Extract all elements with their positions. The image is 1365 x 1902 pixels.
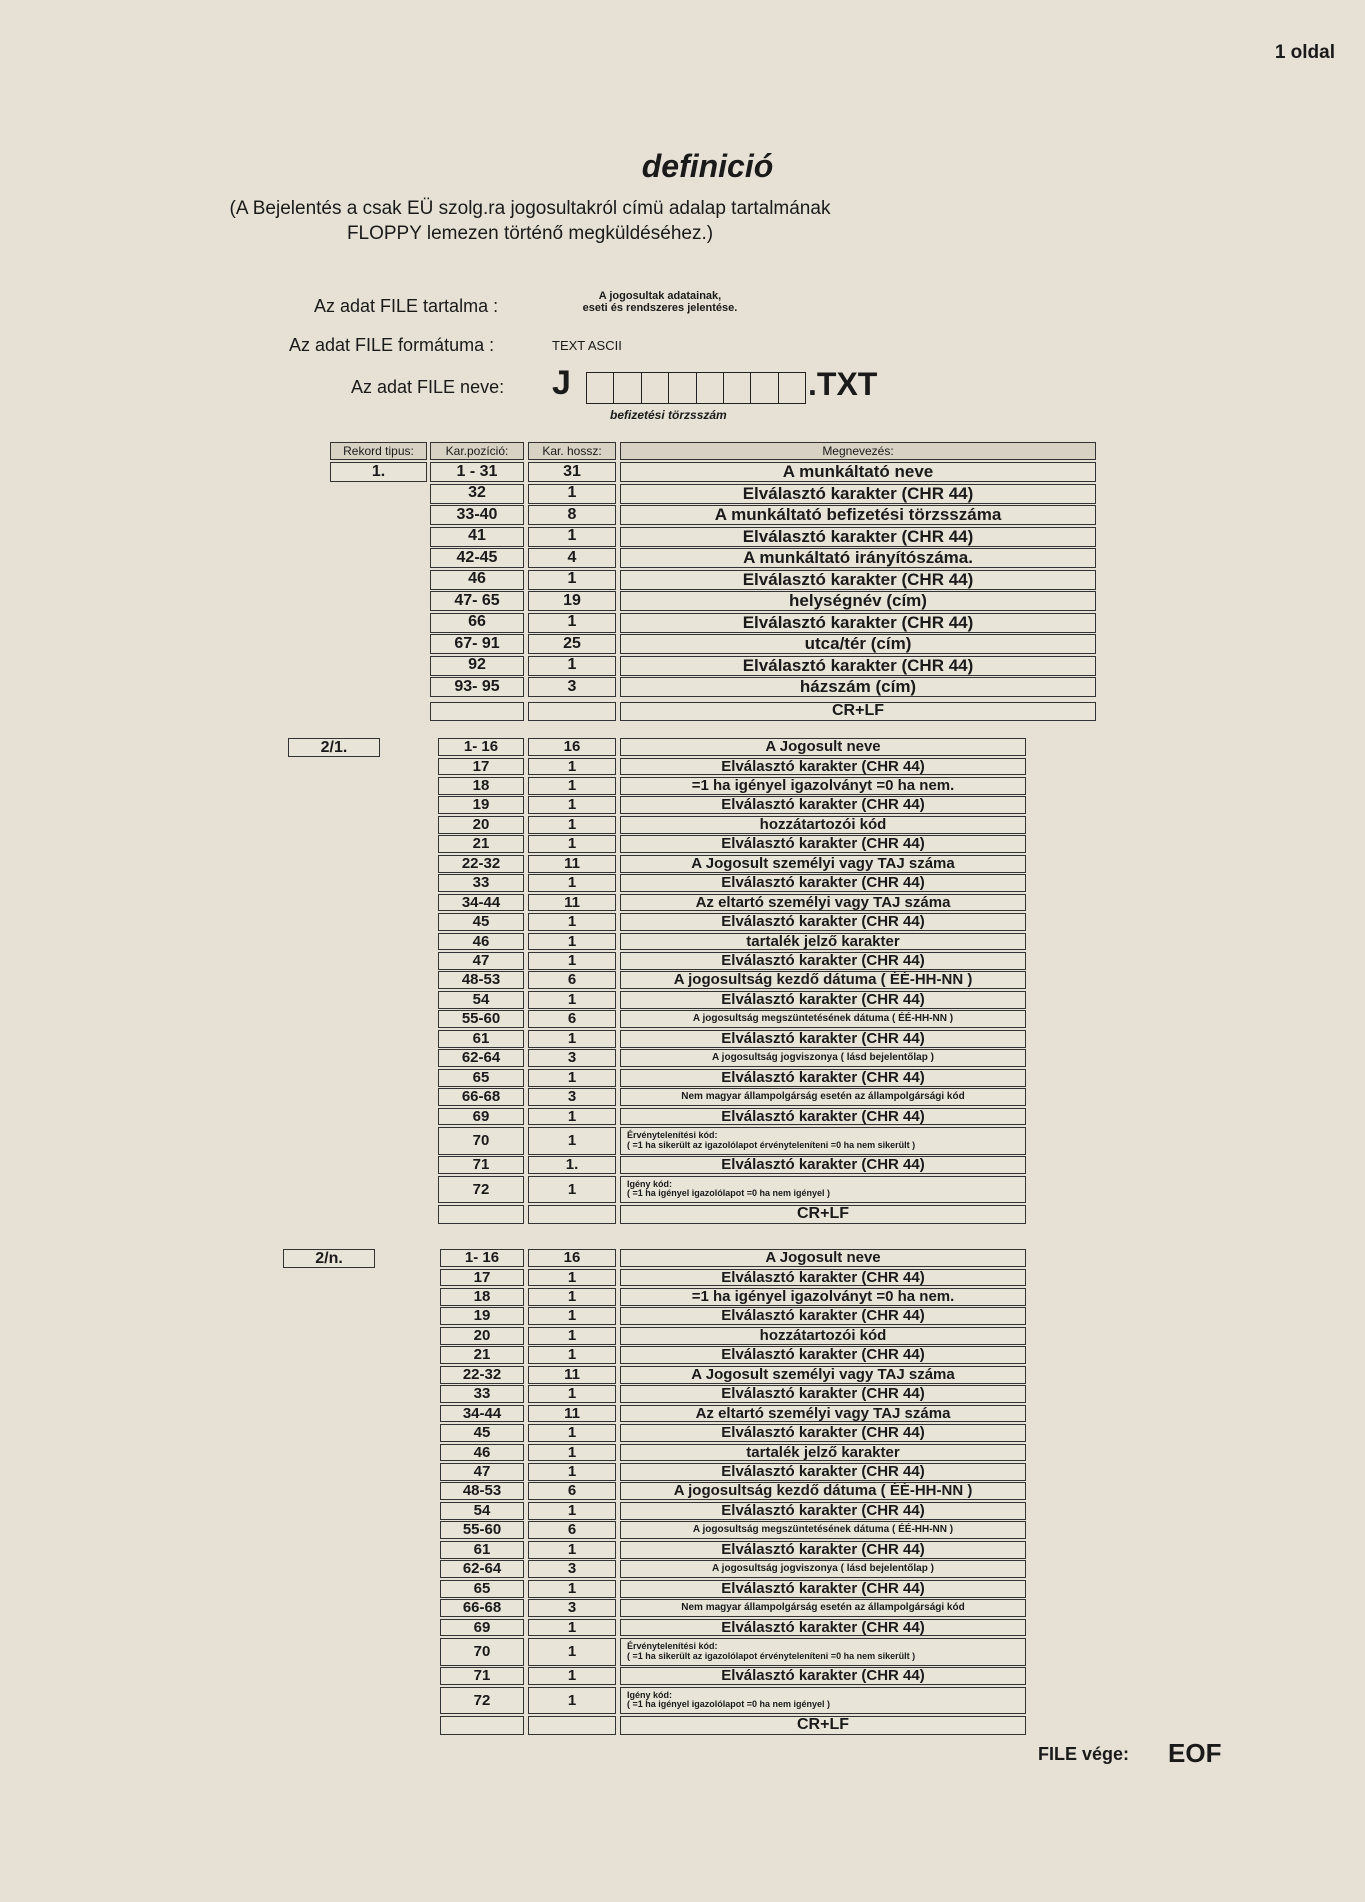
- length-cell: 1: [528, 1667, 616, 1685]
- description-cell: A jogosultság kezdő dátuma ( ÉÉ-HH-NN ): [620, 971, 1026, 989]
- position-cell: 32: [430, 484, 524, 504]
- position-cell: 1- 16: [440, 1249, 524, 1267]
- position-cell: 33-40: [430, 505, 524, 525]
- position-cell: 61: [438, 1030, 524, 1048]
- position-cell: 45: [440, 1424, 524, 1442]
- position-cell: 47- 65: [430, 591, 524, 611]
- description-cell: =1 ha igényel igazolványt =0 ha nem.: [620, 1288, 1026, 1306]
- record-end-marker: CR+LF: [620, 702, 1096, 721]
- length-cell: 1: [528, 874, 616, 892]
- length-cell: 1: [528, 1638, 616, 1666]
- position-cell: 55-60: [438, 1010, 524, 1028]
- length-cell: 1: [528, 1502, 616, 1520]
- description-cell: hozzátartozói kód: [620, 1327, 1026, 1345]
- end-position-cell: [440, 1716, 524, 1735]
- position-cell: 34-44: [438, 894, 524, 912]
- position-cell: 1 - 31: [430, 462, 524, 482]
- length-cell: 1: [528, 1030, 616, 1048]
- position-cell: 46: [438, 933, 524, 951]
- description-cell: A jogosultság kezdő dátuma ( ÉÉ-HH-NN ): [620, 1482, 1026, 1500]
- position-cell: 67- 91: [430, 634, 524, 654]
- length-cell: 3: [528, 1088, 616, 1106]
- record2-n-tag: 2/n.: [283, 1249, 375, 1268]
- record-end-marker: CR+LF: [620, 1205, 1026, 1224]
- position-cell: 71: [438, 1156, 524, 1174]
- position-cell: 21: [440, 1346, 524, 1364]
- length-cell: 1: [528, 816, 616, 834]
- position-cell: 54: [438, 991, 524, 1009]
- length-cell: 4: [528, 548, 616, 568]
- file-content-label: Az adat FILE tartalma :: [314, 296, 499, 316]
- description-cell: Elválasztó karakter (CHR 44): [620, 1307, 1026, 1325]
- length-cell: 3: [528, 677, 616, 697]
- description-cell: helységnév (cím): [620, 591, 1096, 611]
- description-line-2: ( =1 ha igényel igazolólapot =0 ha nem igényel ): [627, 1699, 831, 1710]
- position-cell: 48-53: [440, 1482, 524, 1500]
- description-cell: Elválasztó karakter (CHR 44): [620, 570, 1096, 590]
- description-cell: A Jogosult neve: [620, 738, 1026, 756]
- description-cell: Nem magyar állampolgárság esetén az állampolgársági kód: [620, 1599, 1026, 1617]
- length-cell: 19: [528, 591, 616, 611]
- description-cell: =1 ha igényel igazolványt =0 ha nem.: [620, 777, 1026, 795]
- length-cell: 1: [528, 796, 616, 814]
- length-cell: 1: [528, 1580, 616, 1598]
- position-cell: 47: [438, 952, 524, 970]
- description-cell: Elválasztó karakter (CHR 44): [620, 835, 1026, 853]
- position-cell: 20: [440, 1327, 524, 1345]
- length-cell: 1: [528, 1307, 616, 1325]
- description-line-2: ( =1 ha sikerült az igazolólapot érvényteleníteni =0 ha nem sikerült ): [627, 1650, 916, 1661]
- page-title: definició: [641, 148, 774, 184]
- position-cell: 17: [440, 1269, 524, 1287]
- length-cell: 8: [528, 505, 616, 525]
- position-cell: 20: [438, 816, 524, 834]
- description-cell: A Jogosult személyi vagy TAJ száma: [620, 1366, 1026, 1384]
- file-name-boxes: [586, 372, 806, 404]
- description-cell: A munkáltató befizetési törzsszáma: [620, 505, 1096, 525]
- length-cell: 1: [528, 484, 616, 504]
- file-format-value: TEXT ASCII: [552, 338, 622, 353]
- length-cell: 1: [528, 758, 616, 776]
- position-cell: 42-45: [430, 548, 524, 568]
- description-cell: Elválasztó karakter (CHR 44): [620, 1463, 1026, 1481]
- length-cell: 6: [528, 1521, 616, 1539]
- description-cell: [620, 1127, 1026, 1155]
- header-length: Kar. hossz:: [528, 442, 616, 460]
- description-cell: Az eltartó személyi vagy TAJ száma: [620, 894, 1026, 912]
- description-line-2: ( =1 ha sikerült az igazolólapot érvényteleníteni =0 ha nem sikerült ): [627, 1139, 916, 1150]
- subtitle-line-2: FLOPPY lemezen történő megküldéséhez.): [346, 223, 714, 244]
- position-cell: 22-32: [438, 855, 524, 873]
- header-record-type: Rekord tipus:: [330, 442, 427, 460]
- description-line-1: Érvénytelenítési kód:: [627, 1130, 718, 1141]
- length-cell: 1: [528, 1346, 616, 1364]
- length-cell: 3: [528, 1560, 616, 1578]
- description-cell: Nem magyar állampolgárság esetén az állampolgársági kód: [620, 1088, 1026, 1106]
- length-cell: 1: [528, 1327, 616, 1345]
- file-content-value-line-1: A jogosultak adatainak,: [598, 290, 722, 302]
- position-cell: 18: [438, 777, 524, 795]
- position-cell: 93- 95: [430, 677, 524, 697]
- length-cell: 25: [528, 634, 616, 654]
- file-content-value-line-2: eseti és rendszeres jelentése.: [582, 302, 738, 314]
- position-cell: 70: [438, 1127, 524, 1155]
- description-cell: Elválasztó karakter (CHR 44): [620, 1156, 1026, 1174]
- position-cell: 22-32: [440, 1366, 524, 1384]
- length-cell: 11: [528, 1405, 616, 1423]
- position-cell: 19: [440, 1307, 524, 1325]
- length-cell: 1: [528, 991, 616, 1009]
- length-cell: 1: [528, 835, 616, 853]
- length-cell: 1: [528, 527, 616, 547]
- description-cell: Elválasztó karakter (CHR 44): [620, 484, 1096, 504]
- description-cell: [620, 1176, 1026, 1204]
- length-cell: 1: [528, 933, 616, 951]
- length-cell: 1: [528, 952, 616, 970]
- record1-tag: 1.: [330, 462, 427, 482]
- position-cell: 21: [438, 835, 524, 853]
- position-cell: 72: [438, 1176, 524, 1204]
- length-cell: 6: [528, 1482, 616, 1500]
- length-cell: 1: [528, 1069, 616, 1087]
- position-cell: 54: [440, 1502, 524, 1520]
- end-length-cell: [528, 1205, 616, 1224]
- length-cell: 6: [528, 971, 616, 989]
- description-cell: Elválasztó karakter (CHR 44): [620, 758, 1026, 776]
- position-cell: 65: [438, 1069, 524, 1087]
- length-cell: 16: [528, 738, 616, 756]
- eof-label: FILE vége:: [1038, 1744, 1130, 1764]
- position-cell: 46: [430, 570, 524, 590]
- description-cell: házszám (cím): [620, 677, 1096, 697]
- position-cell: 33: [438, 874, 524, 892]
- description-line-1: Igény kód:: [627, 1690, 673, 1700]
- description-cell: Elválasztó karakter (CHR 44): [620, 913, 1026, 931]
- length-cell: 1: [528, 1176, 616, 1204]
- position-cell: 55-60: [440, 1521, 524, 1539]
- length-cell: 3: [528, 1599, 616, 1617]
- description-cell: [620, 1638, 1026, 1666]
- file-format-label: Az adat FILE formátuma :: [289, 335, 495, 355]
- file-name-prefix: J: [552, 364, 571, 402]
- length-cell: 11: [528, 855, 616, 873]
- description-cell: Elválasztó karakter (CHR 44): [620, 1346, 1026, 1364]
- end-position-cell: [438, 1205, 524, 1224]
- position-cell: 46: [440, 1444, 524, 1462]
- length-cell: 1: [528, 613, 616, 633]
- length-cell: 1: [528, 1288, 616, 1306]
- length-cell: 1: [528, 1463, 616, 1481]
- position-cell: 47: [440, 1463, 524, 1481]
- record-end-marker: CR+LF: [620, 1716, 1026, 1735]
- description-cell: Elválasztó karakter (CHR 44): [620, 656, 1096, 676]
- description-cell: Elválasztó karakter (CHR 44): [620, 1502, 1026, 1520]
- length-cell: 16: [528, 1249, 616, 1267]
- description-cell: Elválasztó karakter (CHR 44): [620, 1108, 1026, 1126]
- description-cell: A jogosultság jogviszonya ( lásd bejelentőlap ): [620, 1049, 1026, 1067]
- description-cell: A jogosultság jogviszonya ( lásd bejelentőlap ): [620, 1560, 1026, 1578]
- description-cell: Elválasztó karakter (CHR 44): [620, 1424, 1026, 1442]
- length-cell: 1: [528, 1108, 616, 1126]
- position-cell: 66-68: [438, 1088, 524, 1106]
- subtitle-line-1: (A Bejelentés a csak EÜ szolg.ra jogosultakról címü adalap tartalmának: [229, 198, 831, 219]
- description-cell: Elválasztó karakter (CHR 44): [620, 796, 1026, 814]
- length-cell: 1: [528, 1385, 616, 1403]
- position-cell: 71: [440, 1667, 524, 1685]
- description-cell: Elválasztó karakter (CHR 44): [620, 1541, 1026, 1559]
- description-line-1: Igény kód:: [627, 1179, 673, 1189]
- position-cell: 1- 16: [438, 738, 524, 756]
- length-cell: 11: [528, 1366, 616, 1384]
- length-cell: 1: [528, 1687, 616, 1715]
- page-subtitle: [160, 196, 900, 246]
- file-name-suffix: .TXT: [808, 366, 878, 402]
- position-cell: 45: [438, 913, 524, 931]
- description-cell: Elválasztó karakter (CHR 44): [620, 1069, 1026, 1087]
- description-cell: A jogosultság megszüntetésének dátuma ( ÉÉ-HH-NN ): [620, 1010, 1026, 1028]
- position-cell: 92: [430, 656, 524, 676]
- length-cell: 1: [528, 656, 616, 676]
- position-cell: 69: [438, 1108, 524, 1126]
- description-cell: Elválasztó karakter (CHR 44): [620, 1269, 1026, 1287]
- description-cell: A munkáltató irányítószáma.: [620, 548, 1096, 568]
- description-cell: Az eltartó személyi vagy TAJ száma: [620, 1405, 1026, 1423]
- position-cell: 70: [440, 1638, 524, 1666]
- description-line-2: ( =1 ha igényel igazolólapot =0 ha nem igényel ): [627, 1188, 831, 1199]
- length-cell: 3: [528, 1049, 616, 1067]
- length-cell: 11: [528, 894, 616, 912]
- description-line-1: Érvénytelenítési kód:: [627, 1641, 718, 1652]
- position-cell: 34-44: [440, 1405, 524, 1423]
- position-cell: 62-64: [438, 1049, 524, 1067]
- description-cell: Elválasztó karakter (CHR 44): [620, 1580, 1026, 1598]
- file-content-value: [540, 290, 780, 314]
- end-length-cell: [528, 702, 616, 721]
- position-cell: 17: [438, 758, 524, 776]
- position-cell: 66: [430, 613, 524, 633]
- position-cell: 61: [440, 1541, 524, 1559]
- description-cell: Elválasztó karakter (CHR 44): [620, 1667, 1026, 1685]
- length-cell: 1: [528, 1619, 616, 1637]
- length-cell: 6: [528, 1010, 616, 1028]
- position-cell: 19: [438, 796, 524, 814]
- header-name: Megnevezés:: [620, 442, 1096, 460]
- position-cell: 72: [440, 1687, 524, 1715]
- description-cell: A Jogosult neve: [620, 1249, 1026, 1267]
- description-cell: Elválasztó karakter (CHR 44): [620, 527, 1096, 547]
- description-cell: Elválasztó karakter (CHR 44): [620, 1030, 1026, 1048]
- position-cell: 41: [430, 527, 524, 547]
- position-cell: 33: [440, 1385, 524, 1403]
- description-cell: A Jogosult személyi vagy TAJ száma: [620, 855, 1026, 873]
- length-cell: 1: [528, 1444, 616, 1462]
- length-cell: 1: [528, 913, 616, 931]
- description-cell: utca/tér (cím): [620, 634, 1096, 654]
- page-number: 1 oldal: [1274, 42, 1335, 63]
- length-cell: 1: [528, 1127, 616, 1155]
- end-position-cell: [430, 702, 524, 721]
- file-name-label: Az adat FILE neve:: [351, 377, 505, 397]
- position-cell: 18: [440, 1288, 524, 1306]
- position-cell: 69: [440, 1619, 524, 1637]
- description-cell: Elválasztó karakter (CHR 44): [620, 1619, 1026, 1637]
- description-cell: tartalék jelző karakter: [620, 933, 1026, 951]
- file-name-caption: befizetési törzsszám: [610, 408, 727, 422]
- position-cell: 65: [440, 1580, 524, 1598]
- description-cell: [620, 1687, 1026, 1715]
- description-cell: hozzátartozói kód: [620, 816, 1026, 834]
- position-cell: 66-68: [440, 1599, 524, 1617]
- description-cell: Elválasztó karakter (CHR 44): [620, 874, 1026, 892]
- description-cell: A jogosultság megszüntetésének dátuma ( ÉÉ-HH-NN ): [620, 1521, 1026, 1539]
- description-cell: Elválasztó karakter (CHR 44): [620, 991, 1026, 1009]
- description-cell: Elválasztó karakter (CHR 44): [620, 1385, 1026, 1403]
- eof-value: EOF: [1168, 1738, 1222, 1768]
- description-cell: Elválasztó karakter (CHR 44): [620, 952, 1026, 970]
- header-position: Kar.pozíció:: [430, 442, 524, 460]
- length-cell: 31: [528, 462, 616, 482]
- position-cell: 62-64: [440, 1560, 524, 1578]
- length-cell: 1: [528, 570, 616, 590]
- position-cell: 48-53: [438, 971, 524, 989]
- end-length-cell: [528, 1716, 616, 1735]
- length-cell: 1: [528, 1424, 616, 1442]
- length-cell: 1: [528, 777, 616, 795]
- length-cell: 1.: [528, 1156, 616, 1174]
- description-cell: tartalék jelző karakter: [620, 1444, 1026, 1462]
- length-cell: 1: [528, 1269, 616, 1287]
- record2-1-tag: 2/1.: [288, 738, 380, 757]
- description-cell: Elválasztó karakter (CHR 44): [620, 613, 1096, 633]
- description-cell: A munkáltató neve: [620, 462, 1096, 482]
- length-cell: 1: [528, 1541, 616, 1559]
